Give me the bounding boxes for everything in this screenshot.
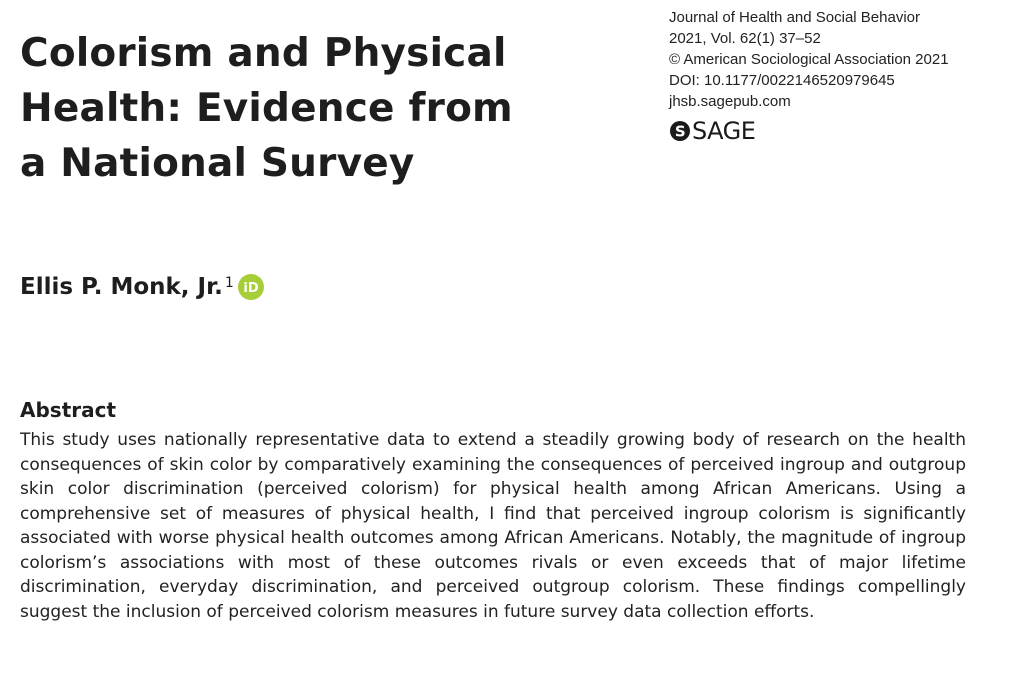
abstract-text: This study uses nationally representative data to extend a steadily growing body of research on the health consequences of skin color by comparatively examining the consequences of perceived ingroup and outgroup skin color discrimination (perceived colorism) for physical health among African Americans. Using a comprehensive set of measures of physical health, I find that perceived ingroup colorism is significantly associated with worse physical health outcomes among African Americans. Notably, the magnitude of ingroup colorism’s associations with most of these outcomes rivals or even exceeds that of major lifetime discrimination, everyday discrimination, and perceived outgroup colorism. These findings compellingly suggest the inclusion of perceived colorism measures in future survey data collection efforts. bbox=[20, 430, 966, 622]
journal-copyright: © American Sociological Association 2021 bbox=[669, 51, 949, 68]
title-line: a National Survey bbox=[20, 141, 415, 186]
svg-text:S: S bbox=[674, 122, 686, 141]
article-title bbox=[20, 26, 540, 191]
sage-logo bbox=[669, 117, 755, 145]
affiliation-mark: 1 bbox=[224, 275, 234, 291]
abstract-heading: Abstract bbox=[20, 398, 117, 422]
title-line: Colorism and Physical bbox=[20, 31, 507, 76]
sage-wordmark: SAGE bbox=[692, 117, 756, 145]
journal-url[interactable]: jhsb.sagepub.com bbox=[669, 93, 791, 110]
author-block bbox=[20, 274, 265, 301]
title-line: Health: Evidence from bbox=[20, 86, 513, 131]
orcid-label: iD bbox=[243, 281, 259, 296]
journal-name: Journal of Health and Social Behavior bbox=[669, 9, 920, 26]
orcid-icon[interactable] bbox=[237, 273, 265, 301]
journal-info bbox=[669, 7, 949, 112]
journal-doi[interactable]: DOI: 10.1177/0022146520979645 bbox=[669, 72, 895, 89]
author-name: Ellis P. Monk, Jr. bbox=[20, 274, 223, 300]
journal-volume: 2021, Vol. 62(1) 37–52 bbox=[669, 30, 821, 47]
sage-s-icon bbox=[669, 120, 691, 142]
